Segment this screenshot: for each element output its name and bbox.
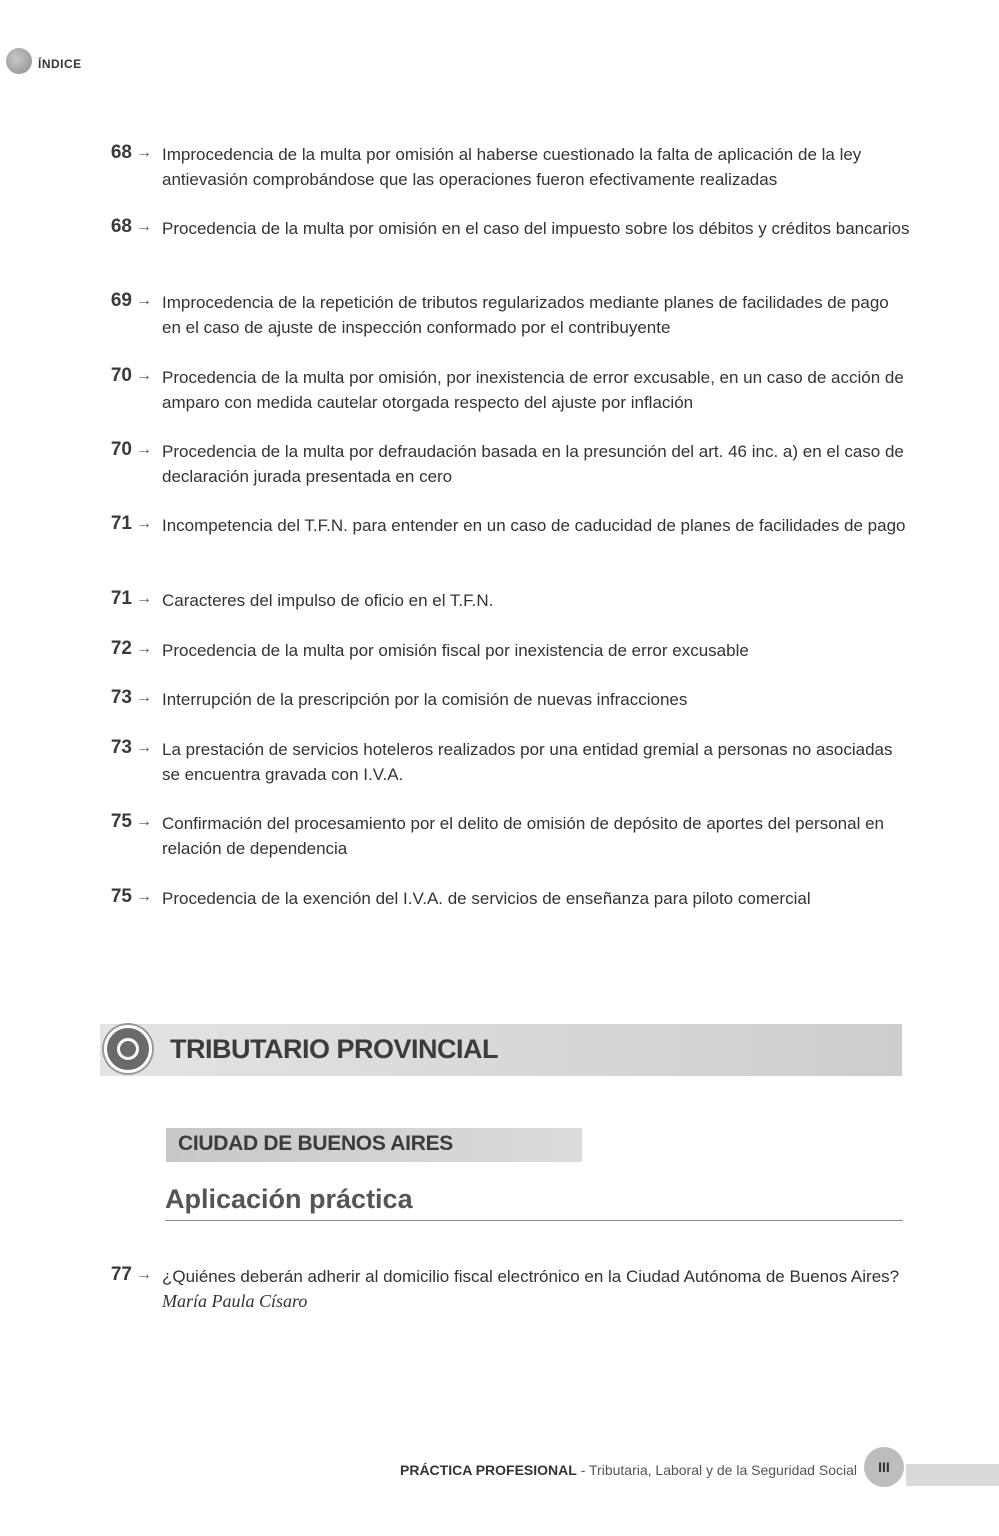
title-underline [165, 1220, 903, 1221]
arrow-right-icon: → [136, 441, 152, 458]
page-number: 71 [110, 588, 132, 609]
page-number: 70 [110, 365, 132, 386]
page-number: 71 [110, 513, 132, 534]
index-entry[interactable] [100, 1264, 910, 1314]
index-entry[interactable] [100, 439, 910, 489]
entry-title[interactable]: La prestación de servicios hoteleros realizados por una entidad gremial a personas no asociadas se encuentra gravada con I.V.A. [162, 740, 893, 784]
compass-icon [104, 1025, 152, 1073]
page-number-badge: III [864, 1447, 904, 1487]
entry-title[interactable]: Improcedencia de la repetición de tributos regularizados mediante planes de facilidades de pago en el caso de ajuste de inspección conformado por el contribuyente [162, 293, 889, 337]
index-bullet-icon [6, 48, 32, 74]
entry-question: ¿Quiénes deberán adherir al domicilio fiscal electrónico en la Ciudad Autónoma de Buenos Aires? [162, 1267, 900, 1286]
arrow-right-icon: → [136, 1266, 152, 1283]
entry-title[interactable]: Procedencia de la multa por omisión en el caso del impuesto sobre los débitos y créditos bancarios [162, 219, 910, 238]
page-number: 72 [110, 638, 132, 659]
index-header [6, 48, 82, 74]
page-footer [0, 1462, 999, 1486]
section-title: TRIBUTARIO PROVINCIAL [170, 1034, 498, 1064]
arrow-right-icon: → [136, 515, 152, 532]
arrow-right-icon: → [136, 590, 152, 607]
arrow-right-icon: → [136, 218, 152, 235]
arrow-right-icon: → [136, 739, 152, 756]
index-entry[interactable] [100, 216, 910, 241]
entry-title[interactable]: Procedencia de la multa por omisión fiscal por inexistencia de error excusable [162, 641, 749, 660]
entry-title[interactable] [156, 1264, 910, 1314]
footer-text [400, 1462, 857, 1478]
footer-subtitle: - Tributaria, Laboral y de la Seguridad Social [576, 1462, 857, 1478]
index-label: ÍNDICE [38, 57, 82, 71]
entry-title[interactable]: Confirmación del procesamiento por el delito de omisión de depósito de aportes del personal en relación de dependencia [162, 814, 884, 858]
arrow-right-icon: → [136, 689, 152, 706]
page-number: 73 [110, 687, 132, 708]
entry-title[interactable]: Procedencia de la multa por defraudación basada en la presunción del art. 46 inc. a) en el caso de declaración jurada presentada en cero [162, 442, 904, 486]
index-entry[interactable] [100, 886, 910, 911]
entry-title[interactable]: Procedencia de la multa por omisión, por inexistencia de error excusable, en un caso de acción de amparo con medida cautelar otorgada respecto del ajuste por inflación [162, 368, 904, 412]
page-number: 75 [110, 886, 132, 907]
arrow-right-icon: → [136, 813, 152, 830]
index-entry[interactable] [100, 811, 910, 861]
index-entry[interactable] [100, 290, 910, 340]
page-number: 68 [110, 216, 132, 237]
arrow-right-icon: → [136, 640, 152, 657]
entry-title[interactable]: Incompetencia del T.F.N. para entender en un caso de caducidad de planes de facilidades de pago [162, 516, 906, 535]
entry-title[interactable]: Procedencia de la exención del I.V.A. de servicios de enseñanza para piloto comercial [162, 889, 811, 908]
index-entry[interactable] [100, 588, 910, 613]
arrow-right-icon: → [136, 367, 152, 384]
footer-bar [906, 1464, 999, 1486]
entry-title[interactable]: Caracteres del impulso de oficio en el T.F.N. [162, 591, 494, 610]
page-number: 68 [110, 142, 132, 163]
page-number: 77 [110, 1264, 132, 1285]
arrow-right-icon: → [136, 888, 152, 905]
page-number: 73 [110, 737, 132, 758]
index-entry[interactable] [100, 142, 910, 192]
entry-title[interactable]: Improcedencia de la multa por omisión al haberse cuestionado la falta de aplicación de la ley antievasión comprobándose que las operaciones fueron efectivamente realizadas [162, 145, 862, 189]
index-entry[interactable] [100, 737, 910, 787]
index-entry[interactable] [100, 513, 910, 538]
footer-brand: PRÁCTICA PROFESIONAL [400, 1462, 577, 1478]
page-number: 69 [110, 290, 132, 311]
entry-title[interactable]: Interrupción de la prescripción por la comisión de nuevas infracciones [162, 690, 688, 709]
arrow-right-icon: → [136, 292, 152, 309]
page-number: 70 [110, 439, 132, 460]
page-number: 75 [110, 811, 132, 832]
aplicacion-title: Aplicación práctica [165, 1184, 413, 1214]
index-entry[interactable] [100, 365, 910, 415]
index-entry[interactable] [100, 687, 910, 712]
entry-author: María Paula Císaro [162, 1291, 308, 1311]
arrow-right-icon: → [136, 144, 152, 161]
index-entry[interactable] [100, 638, 910, 663]
subsection-title: CIUDAD DE BUENOS AIRES [178, 1132, 453, 1155]
